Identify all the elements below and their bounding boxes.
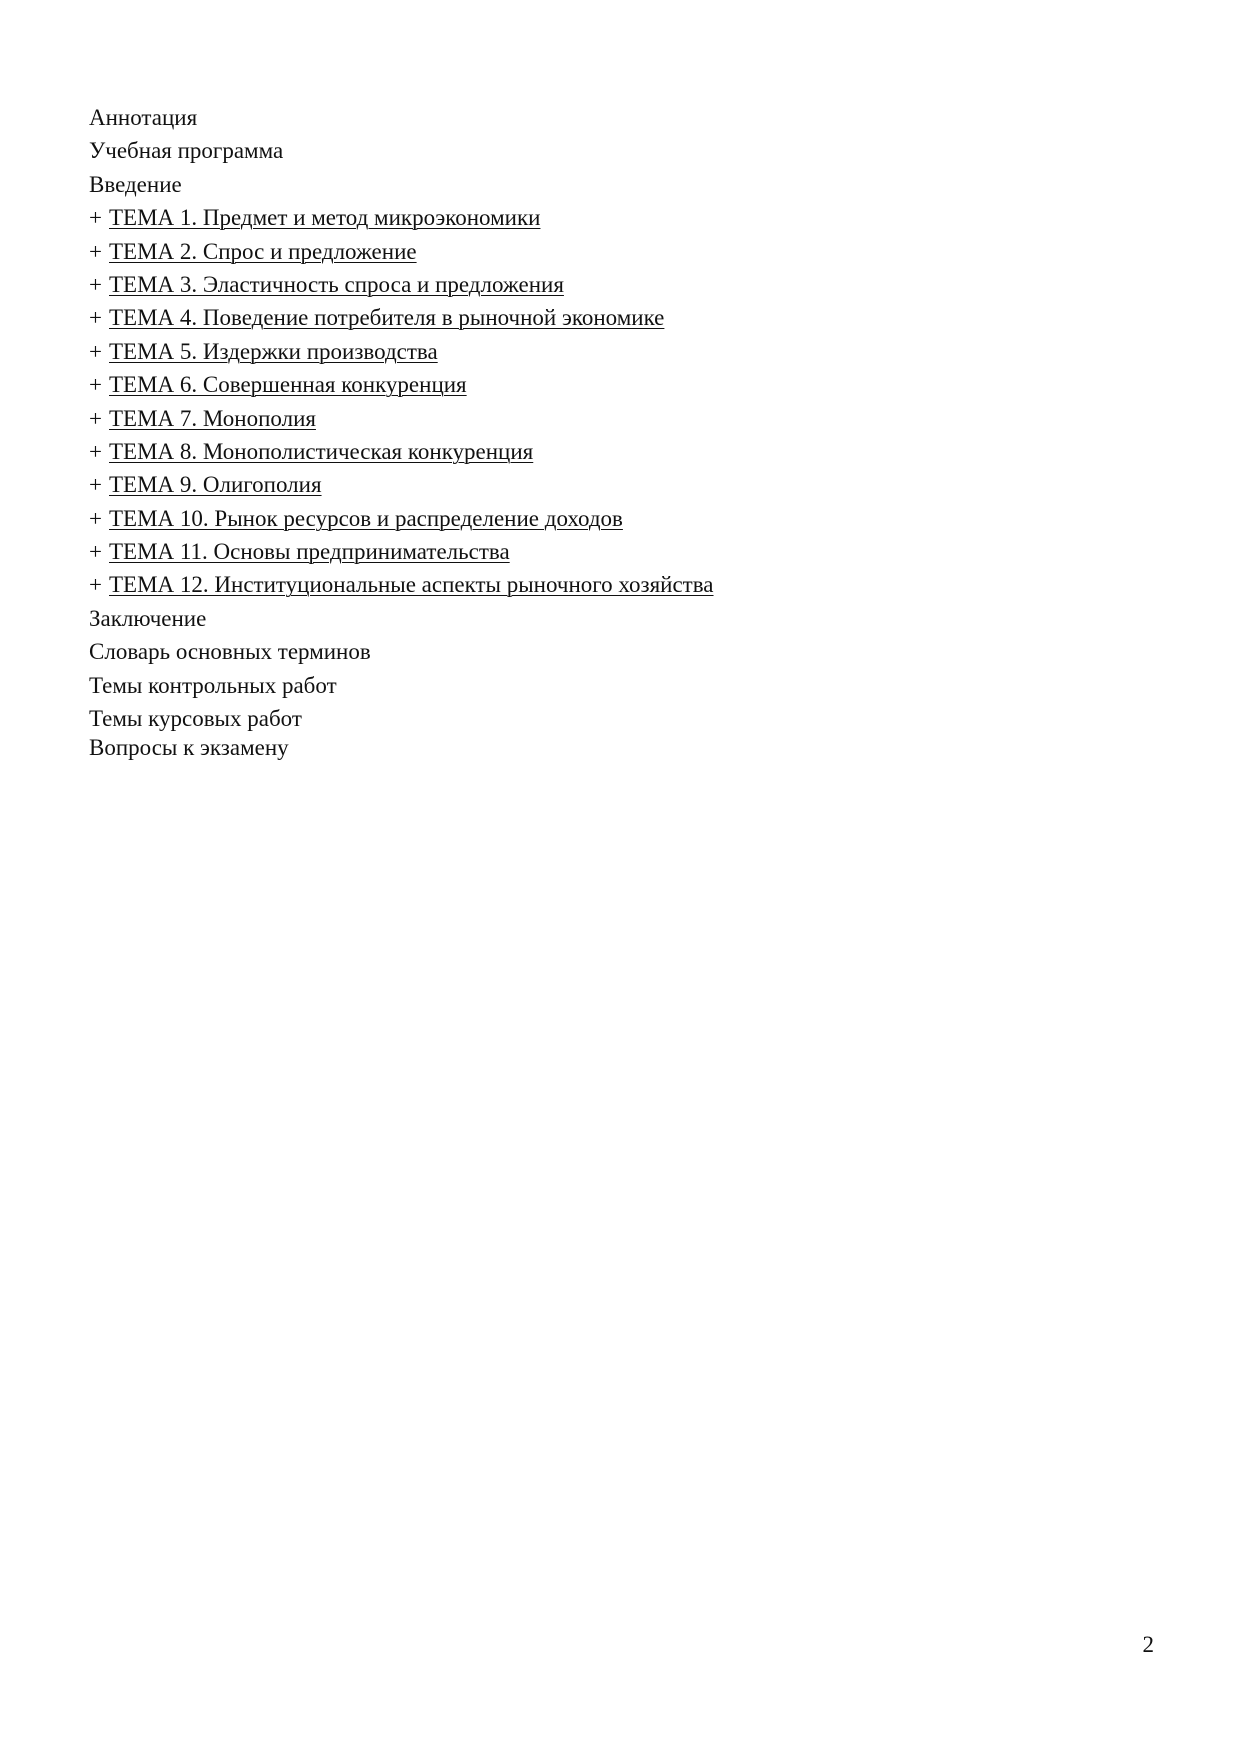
- expand-marker[interactable]: +: [89, 338, 102, 364]
- toc-topic-12-link[interactable]: ТЕМА 12. Институциональные аспекты рыночного хозяйства: [109, 572, 714, 598]
- toc-topic-2: [89, 240, 714, 273]
- expand-marker[interactable]: +: [89, 372, 102, 398]
- toc-topic-1: [89, 206, 714, 239]
- toc-item-conclusion: Заключение: [89, 605, 207, 631]
- toc-item-curriculum: Учебная программа: [89, 138, 284, 164]
- toc-topic-9-link[interactable]: ТЕМА 9. Олигополия: [109, 472, 322, 498]
- toc-topic-10: [89, 507, 714, 540]
- toc-topic-12: [89, 573, 714, 606]
- toc-topic-5-link[interactable]: ТЕМА 5. Издержки производства: [109, 338, 438, 364]
- expand-marker[interactable]: +: [89, 271, 102, 297]
- toc-item-exam-questions: Вопросы к экзамену: [89, 735, 289, 761]
- toc-topic-9: [89, 473, 714, 506]
- expand-marker[interactable]: +: [89, 238, 102, 264]
- expand-marker[interactable]: +: [89, 539, 102, 565]
- toc-topic-6: [89, 373, 714, 406]
- toc-topic-8: [89, 440, 714, 473]
- toc-topic-2-link[interactable]: ТЕМА 2. Спрос и предложение: [109, 238, 417, 264]
- expand-marker[interactable]: +: [89, 405, 102, 431]
- toc-topic-11-link[interactable]: ТЕМА 11. Основы предпринимательства: [109, 539, 510, 565]
- toc-topic-4: [89, 306, 714, 339]
- expand-marker[interactable]: +: [89, 505, 102, 531]
- toc-topic-3-link[interactable]: ТЕМА 3. Эластичность спроса и предложения: [109, 271, 564, 297]
- expand-marker[interactable]: +: [89, 572, 102, 598]
- toc-item-coursework-topics: Темы курсовых работ: [89, 706, 302, 732]
- toc-topic-10-link[interactable]: ТЕМА 10. Рынок ресурсов и распределение доходов: [109, 505, 623, 531]
- expand-marker[interactable]: +: [89, 305, 102, 331]
- toc-topic-7-link[interactable]: ТЕМА 7. Монополия: [109, 405, 316, 431]
- toc-topic-6-link[interactable]: ТЕМА 6. Совершенная конкуренция: [109, 372, 467, 398]
- toc-item-test-topics: Темы контрольных работ: [89, 672, 337, 698]
- toc-topic-5: [89, 340, 714, 373]
- expand-marker[interactable]: +: [89, 438, 102, 464]
- expand-marker[interactable]: +: [89, 472, 102, 498]
- page-number: 2: [1142, 1632, 1154, 1657]
- expand-marker[interactable]: +: [89, 205, 102, 231]
- toc-topic-8-link[interactable]: ТЕМА 8. Монополистическая конкуренция: [109, 438, 534, 464]
- toc-topic-3: [89, 273, 714, 306]
- toc-item-glossary: Словарь основных терминов: [89, 639, 371, 665]
- toc-item-annotation: Аннотация: [89, 105, 198, 130]
- table-of-contents: [89, 106, 714, 770]
- toc-topic-1-link[interactable]: ТЕМА 1. Предмет и метод микроэкономики: [109, 205, 541, 231]
- toc-topic-4-link[interactable]: ТЕМА 4. Поведение потребителя в рыночной экономике: [109, 305, 665, 331]
- toc-item-introduction: Введение: [89, 171, 182, 197]
- toc-topic-11: [89, 540, 714, 573]
- toc-topic-7: [89, 407, 714, 440]
